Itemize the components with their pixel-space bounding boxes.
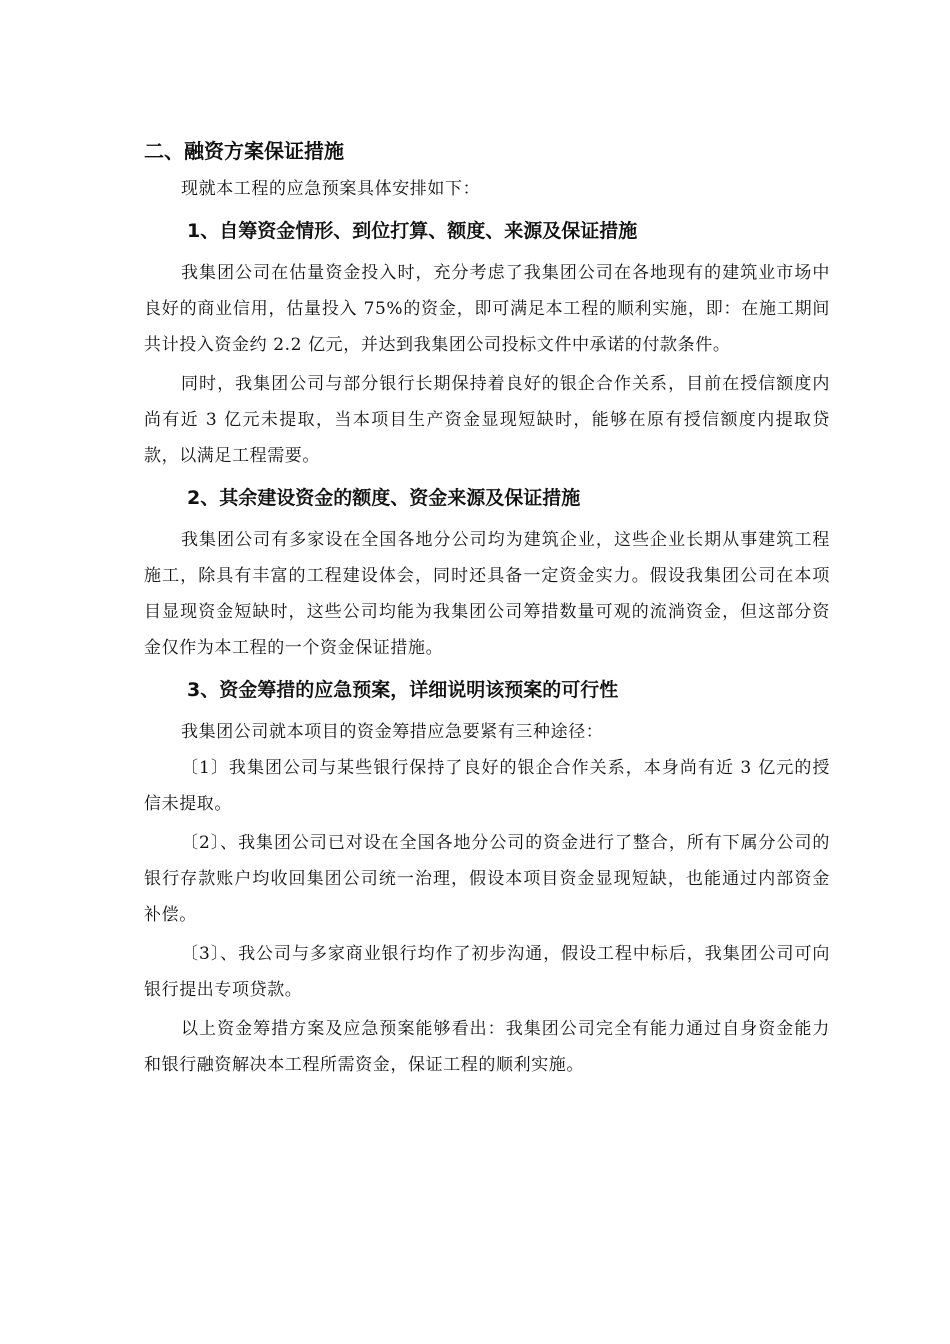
- subsection-title-1: 1、自筹资金情形、到位打算、额度、来源及保证措施: [187, 220, 638, 242]
- subsection-title-2: 2、其余建设资金的额度、资金来源及保证措施: [187, 487, 581, 509]
- list-item-3: 〔3〕、我公司与多家商业银行均作了初步沟通，假设工程中标后，我集团公司可向银行提出专项贷款。: [144, 944, 830, 1000]
- document-body: [144, 131, 830, 1083]
- section-title: 二、融资方案保证措施: [144, 139, 344, 163]
- intro-paragraph: 现就本工程的应急预案具体安排如下：: [181, 179, 481, 199]
- subsection-3-paragraph-1: 我集团公司就本项目的资金筹措应急要紧有三种途径：: [181, 722, 604, 742]
- subsection-2-paragraph-1: 我集团公司有多家设在全国各地分公司均为建筑企业，这些企业长期从事建筑工程施工，除具有丰富的工程建设体会，同时还具备一定资金实力。假设我集团公司在本项目显现资金短缺时，这些公司均能为我集团公司筹措数量可观的流淌资金，但这部分资金仅作为本工程的一个资金保证措施。: [144, 530, 830, 658]
- list-item-1: 〔1〕我集团公司与某些银行保持了良好的银企合作关系，本身尚有近 3 亿元的授信未提取。: [144, 758, 830, 814]
- list-item-2: 〔2〕、我集团公司已对设在全国各地分公司的资金进行了整合，所有下属分公司的银行存款账户均收回集团公司统一治理，假设本项目资金显现短缺，也能通过内部资金补偿。: [144, 833, 830, 925]
- subsection-title-3: 3、资金筹措的应急预案，详细说明该预案的可行性: [187, 679, 619, 701]
- subsection-1-paragraph-2: 同时，我集团公司与部分银行长期保持着良好的银企合作关系，目前在授信额度内尚有近 3 亿元未提取，当本项目生产资金显现短缺时，能够在原有授信额度内提取贷款，以满足工程需要。: [144, 374, 830, 466]
- conclusion-paragraph: 以上资金筹措方案及应急预案能够看出：我集团公司完全有能力通过自身资金能力和银行融资解决本工程所需资金，保证工程的顺利实施。: [144, 1019, 830, 1075]
- subsection-1-paragraph-1: 我集团公司在估量资金投入时，充分考虑了我集团公司在各地现有的建筑业市场中良好的商业信用，估量投入 75%的资金，即可满足本工程的顺利实施，即：在施工期间共计投入资金约 2.2 亿元，并达到我集团公司投标文件中承诺的付款条件。: [144, 263, 830, 355]
